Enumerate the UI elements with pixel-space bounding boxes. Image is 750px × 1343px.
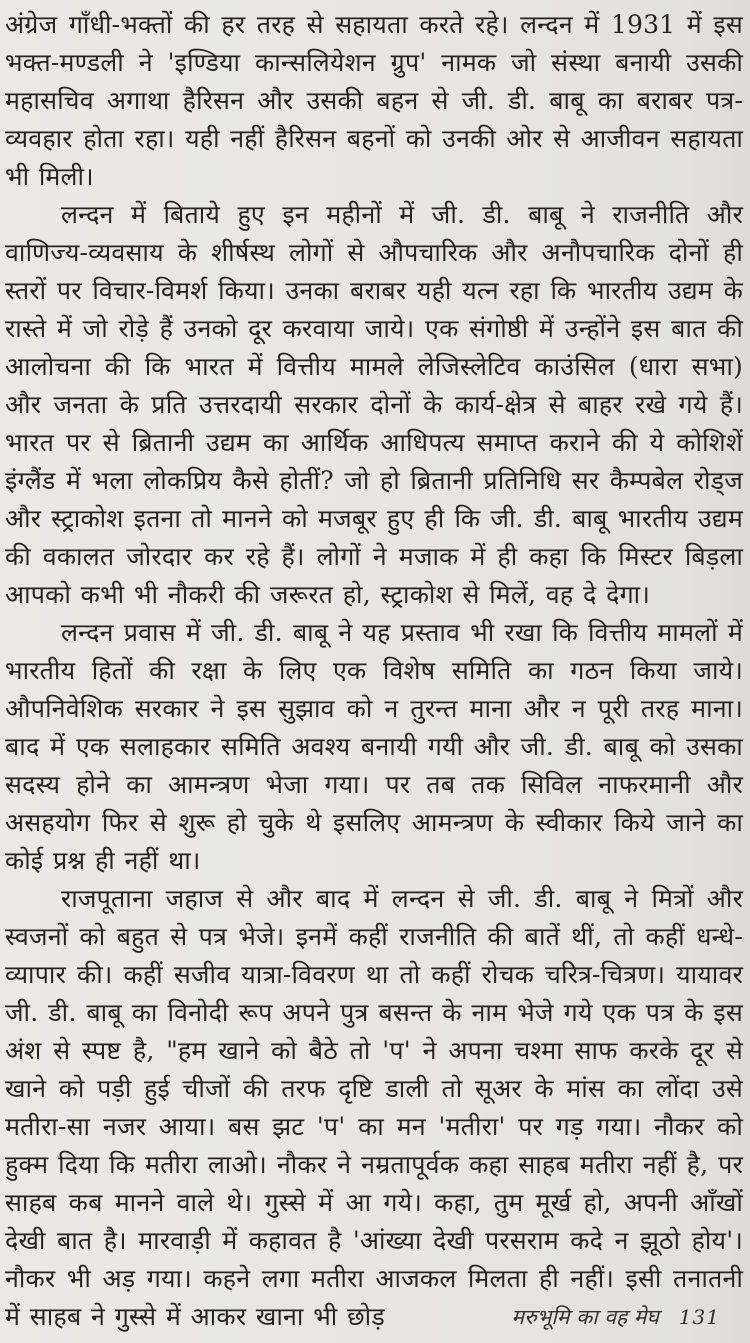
paragraph-1: अंग्रेज गाँधी-भक्तों की हर तरह से सहायता करते रहे। लन्दन में 1931 में इस भक्त-मण्डली ने 'इण्डिया कान्सलियेशन ग्रुप' नामक जो संस्था बनायी उसकी महासचिव अगाथा हैरिसन और उसकी बहन से जी. डी. बाबू का बराबर पत्र-व्यवहार होता रहा। यही नहीं हैरिसन बहनों को उनकी ओर से आजीवन सहायता भी मिली। <box>5 10 743 191</box>
paragraph-3: लन्दन प्रवास में जी. डी. बाबू ने यह प्रस्ताव भी रखा कि वित्तीय मामलों में भारतीय हितों की रक्षा के लिए एक विशेष समिति का गठन किया जाये। औपनिवेशिक सरकार ने इस सुझाव को न तुरन्त माना और न पूरी तरह माना। बाद में एक सलाहकार समिति अवश्य बनायी गयी और जी. डी. बाबू को उसका सदस्य होने का आमन्त्रण भेजा गया। पर तब तक सिविल नाफरमानी और असहयोग फिर से शुरू हो चुके थे इसलिए आमन्त्रण के स्वीकार किये जाने का कोई प्रश्न ही नहीं था। <box>5 618 743 875</box>
paragraph-4: राजपूताना जहाज से और बाद में लन्दन से जी. डी. बाबू ने मित्रों और स्वजनों को बहुत से पत्र भेजे। इनमें कहीं राजनीति की बातें थीं, तो कहीं धन्धे-व्यापार की। कहीं सजीव यात्रा-विवरण था तो कहीं रोचक चरित्र-चित्रण। यायावर जी. डी. बाबू का विनोदी रूप अपने पुत्र बसन्त के नाम भेजे गये एक पत्र के इस अंश से स्पष्ट है, "हम खाने को बैठे तो 'प' ने अपना चश्मा साफ करके दूर से खाने को पड़ी हुई चीजों की तरफ दृष्टि डाली तो सूअर के मांस का लोंदा उसे मतीरा-सा नजर आया। बस झट 'प' का मन 'मतीरा' पर गड़ गया। नौकर को हुक्म दिया कि मतीरा लाओ। नौकर ने नम्रतापूर्वक कहा साहब मतीरा नहीं है, पर साहब कब मानने वाले थे। गुस्से में आ गये। कहा, तुम मूर्ख हो, अपनी आँखों देखी बात है। मारवाड़ी में कहावत है 'आंख्या देखी परसराम कदे न झूठो होय'। नौकर भी अड़ गया। कहने लगा मतीरा आजकल मिलता ही नहीं। इसी तनातनी में साहब ने गुस्से में आकर खाना भी छोड़ <box>5 884 743 1331</box>
body-text <box>5 6 743 1336</box>
footer-page-number: 131 <box>678 1305 720 1329</box>
footer-book-title: मरुभूमि का वह मेघ <box>511 1305 659 1329</box>
paragraph-2: लन्दन में बिताये हुए इन महीनों में जी. डी. बाबू ने राजनीति और वाणिज्य-व्यवसाय के शीर्षस्थ लोगों से औपचारिक और अनौपचारिक दोनों ही स्तरों पर विचार-विमर्श किया। उनका बराबर यही यत्न रहा कि भारतीय उद्यम के रास्ते में जो रोड़े हैं उनको दूर करवाया जाये। एक संगोष्ठी में उन्होंने इस बात की आलोचना की कि भारत में वित्तीय मामले लेजिस्लेटिव काउंसिल (धारा सभा) और जनता के प्रति उत्तरदायी सरकार दोनों के कार्य-क्षेत्र से बाहर रखे गये हैं। भारत पर से ब्रितानी उद्यम का आर्थिक आधिपत्य समाप्त कराने की ये कोशिशें इंग्लैंड में भला लोकप्रिय कैसे होतीं? जो हो ब्रितानी प्रतिनिधि सर कैम्पबेल रोड्ज और स्ट्राकोश इतना तो मानने को मजबूर हुए ही कि जी. डी. बाबू भारतीय उद्यम की वकालत जोरदार कर रहे हैं। लोगों ने मजाक में ही कहा कि मिस्टर बिड़ला आपको कभी भी नौकरी की जरूरत हो, स्ट्राकोश से मिलें, वह दे देगा। <box>5 200 743 609</box>
running-footer <box>512 1303 720 1331</box>
